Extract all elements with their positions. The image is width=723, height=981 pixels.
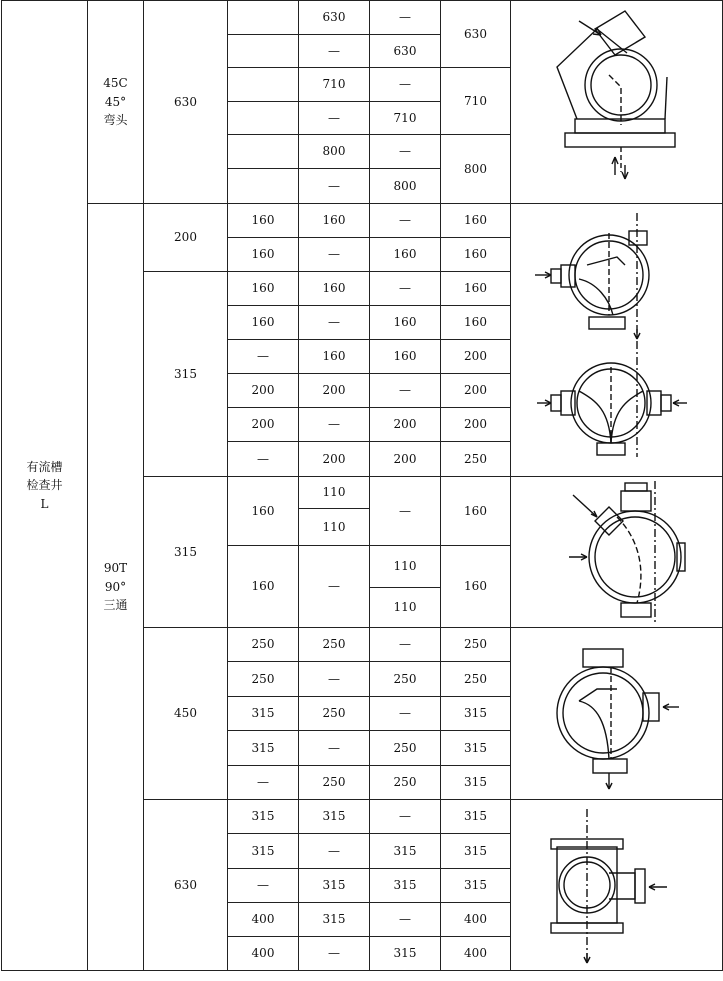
cell: 315 xyxy=(441,766,511,800)
category-line: L xyxy=(40,496,49,511)
tee-d1: 200 xyxy=(144,204,228,272)
cell: — xyxy=(370,204,441,238)
elbow-type-cell xyxy=(88,1,144,204)
cell: 200 xyxy=(441,374,511,408)
cell: 200 xyxy=(441,340,511,374)
cell: 800 xyxy=(299,135,370,169)
cell: — xyxy=(228,869,299,903)
cell: — xyxy=(299,35,370,68)
cell: 315 xyxy=(441,834,511,869)
cell: 315 xyxy=(299,869,370,903)
cell: 400 xyxy=(228,903,299,937)
cell: — xyxy=(370,477,441,546)
cell: — xyxy=(299,169,370,204)
cell: 160 xyxy=(228,204,299,238)
cell: — xyxy=(228,442,299,477)
cell: — xyxy=(370,272,441,306)
category-cell xyxy=(2,1,88,971)
cell xyxy=(228,68,299,102)
cell: 160 xyxy=(228,546,299,628)
cell: 400 xyxy=(441,937,511,971)
spec-table xyxy=(1,0,723,971)
cell: 160 xyxy=(228,477,299,546)
cell: 160 xyxy=(441,238,511,272)
cell: 250 xyxy=(370,766,441,800)
tee-type-line: 90T xyxy=(103,561,128,576)
cell: 315 xyxy=(299,903,370,937)
cell: 160 xyxy=(370,340,441,374)
cell: — xyxy=(299,238,370,272)
cell: 160 xyxy=(370,306,441,340)
cell: — xyxy=(370,1,441,35)
cell: 250 xyxy=(299,766,370,800)
cell: 630 xyxy=(299,1,370,35)
cell: 110 xyxy=(299,477,370,509)
tee-figure-2 xyxy=(511,477,723,628)
cell: 200 xyxy=(228,408,299,442)
cell: 630 xyxy=(441,1,511,68)
tee-type-line: 三通 xyxy=(103,598,128,613)
cell: 250 xyxy=(441,628,511,662)
category-line: 有流槽 xyxy=(26,459,63,474)
cell: 400 xyxy=(228,937,299,971)
cell: 160 xyxy=(228,238,299,272)
cell: 800 xyxy=(441,135,511,204)
elbow-type-line: 45C xyxy=(103,76,128,91)
cell: 315 xyxy=(441,731,511,766)
cell: — xyxy=(299,937,370,971)
cell: — xyxy=(228,766,299,800)
cell: 315 xyxy=(228,834,299,869)
cell: — xyxy=(370,374,441,408)
tee-figure-4 xyxy=(511,800,723,971)
cell: — xyxy=(299,306,370,340)
cell: 110 xyxy=(370,546,441,588)
cell: 200 xyxy=(299,442,370,477)
cell: 315 xyxy=(370,834,441,869)
cell: 160 xyxy=(441,204,511,238)
cell: 315 xyxy=(228,800,299,834)
cell: 160 xyxy=(441,546,511,628)
tee-d1: 450 xyxy=(144,628,228,800)
cell: 630 xyxy=(370,35,441,68)
cell xyxy=(228,1,299,35)
cell: 160 xyxy=(228,306,299,340)
cell: — xyxy=(228,340,299,374)
tee-type-line: 90° xyxy=(104,579,127,594)
tee-d1: 630 xyxy=(144,800,228,971)
cell: 800 xyxy=(370,169,441,204)
elbow-type-line: 弯头 xyxy=(103,113,128,128)
cell: 315 xyxy=(228,731,299,766)
cell: 160 xyxy=(441,272,511,306)
cell: 250 xyxy=(228,662,299,697)
tee-figure-1 xyxy=(511,204,723,477)
cell: 110 xyxy=(299,509,370,546)
cell: — xyxy=(299,102,370,135)
cell: 200 xyxy=(299,374,370,408)
cell: — xyxy=(299,834,370,869)
cell: 160 xyxy=(299,340,370,374)
cell: 110 xyxy=(370,588,441,628)
cell: 200 xyxy=(370,408,441,442)
cell: 160 xyxy=(299,272,370,306)
cell: 315 xyxy=(370,869,441,903)
cell: 200 xyxy=(441,408,511,442)
cell: 250 xyxy=(370,662,441,697)
cell: — xyxy=(299,546,370,628)
cell: 160 xyxy=(370,238,441,272)
tee-figure-3 xyxy=(511,628,723,800)
cell: 160 xyxy=(441,477,511,546)
cell: — xyxy=(370,628,441,662)
cell: 710 xyxy=(370,102,441,135)
cell: — xyxy=(370,68,441,102)
cell: — xyxy=(299,408,370,442)
cell: 250 xyxy=(441,442,511,477)
cell xyxy=(228,35,299,68)
elbow-d1: 630 xyxy=(144,1,228,204)
cell: 250 xyxy=(299,628,370,662)
elbow-45-figure xyxy=(511,1,723,204)
cell: 710 xyxy=(299,68,370,102)
cell: 315 xyxy=(441,800,511,834)
tee-type-cell xyxy=(88,204,144,971)
cell: 160 xyxy=(299,204,370,238)
cell xyxy=(228,169,299,204)
cell: — xyxy=(370,697,441,731)
cell: 315 xyxy=(228,697,299,731)
cell: — xyxy=(370,800,441,834)
cell: — xyxy=(370,135,441,169)
cell: — xyxy=(299,731,370,766)
cell: 250 xyxy=(299,697,370,731)
cell: 400 xyxy=(441,903,511,937)
cell: 315 xyxy=(370,937,441,971)
cell: 200 xyxy=(228,374,299,408)
tee-d1: 315 xyxy=(144,477,228,628)
cell: 160 xyxy=(441,306,511,340)
cell: 200 xyxy=(370,442,441,477)
cell: 160 xyxy=(228,272,299,306)
category-line: 检查井 xyxy=(26,478,63,493)
tee-d1: 315 xyxy=(144,272,228,477)
cell xyxy=(228,102,299,135)
cell: 710 xyxy=(441,68,511,135)
cell: 250 xyxy=(441,662,511,697)
cell: 250 xyxy=(228,628,299,662)
cell xyxy=(228,135,299,169)
cell: 315 xyxy=(441,869,511,903)
cell: 250 xyxy=(370,731,441,766)
cell: 315 xyxy=(441,697,511,731)
cell: — xyxy=(370,903,441,937)
cell: — xyxy=(299,662,370,697)
elbow-type-line: 45° xyxy=(104,94,127,109)
cell: 315 xyxy=(299,800,370,834)
